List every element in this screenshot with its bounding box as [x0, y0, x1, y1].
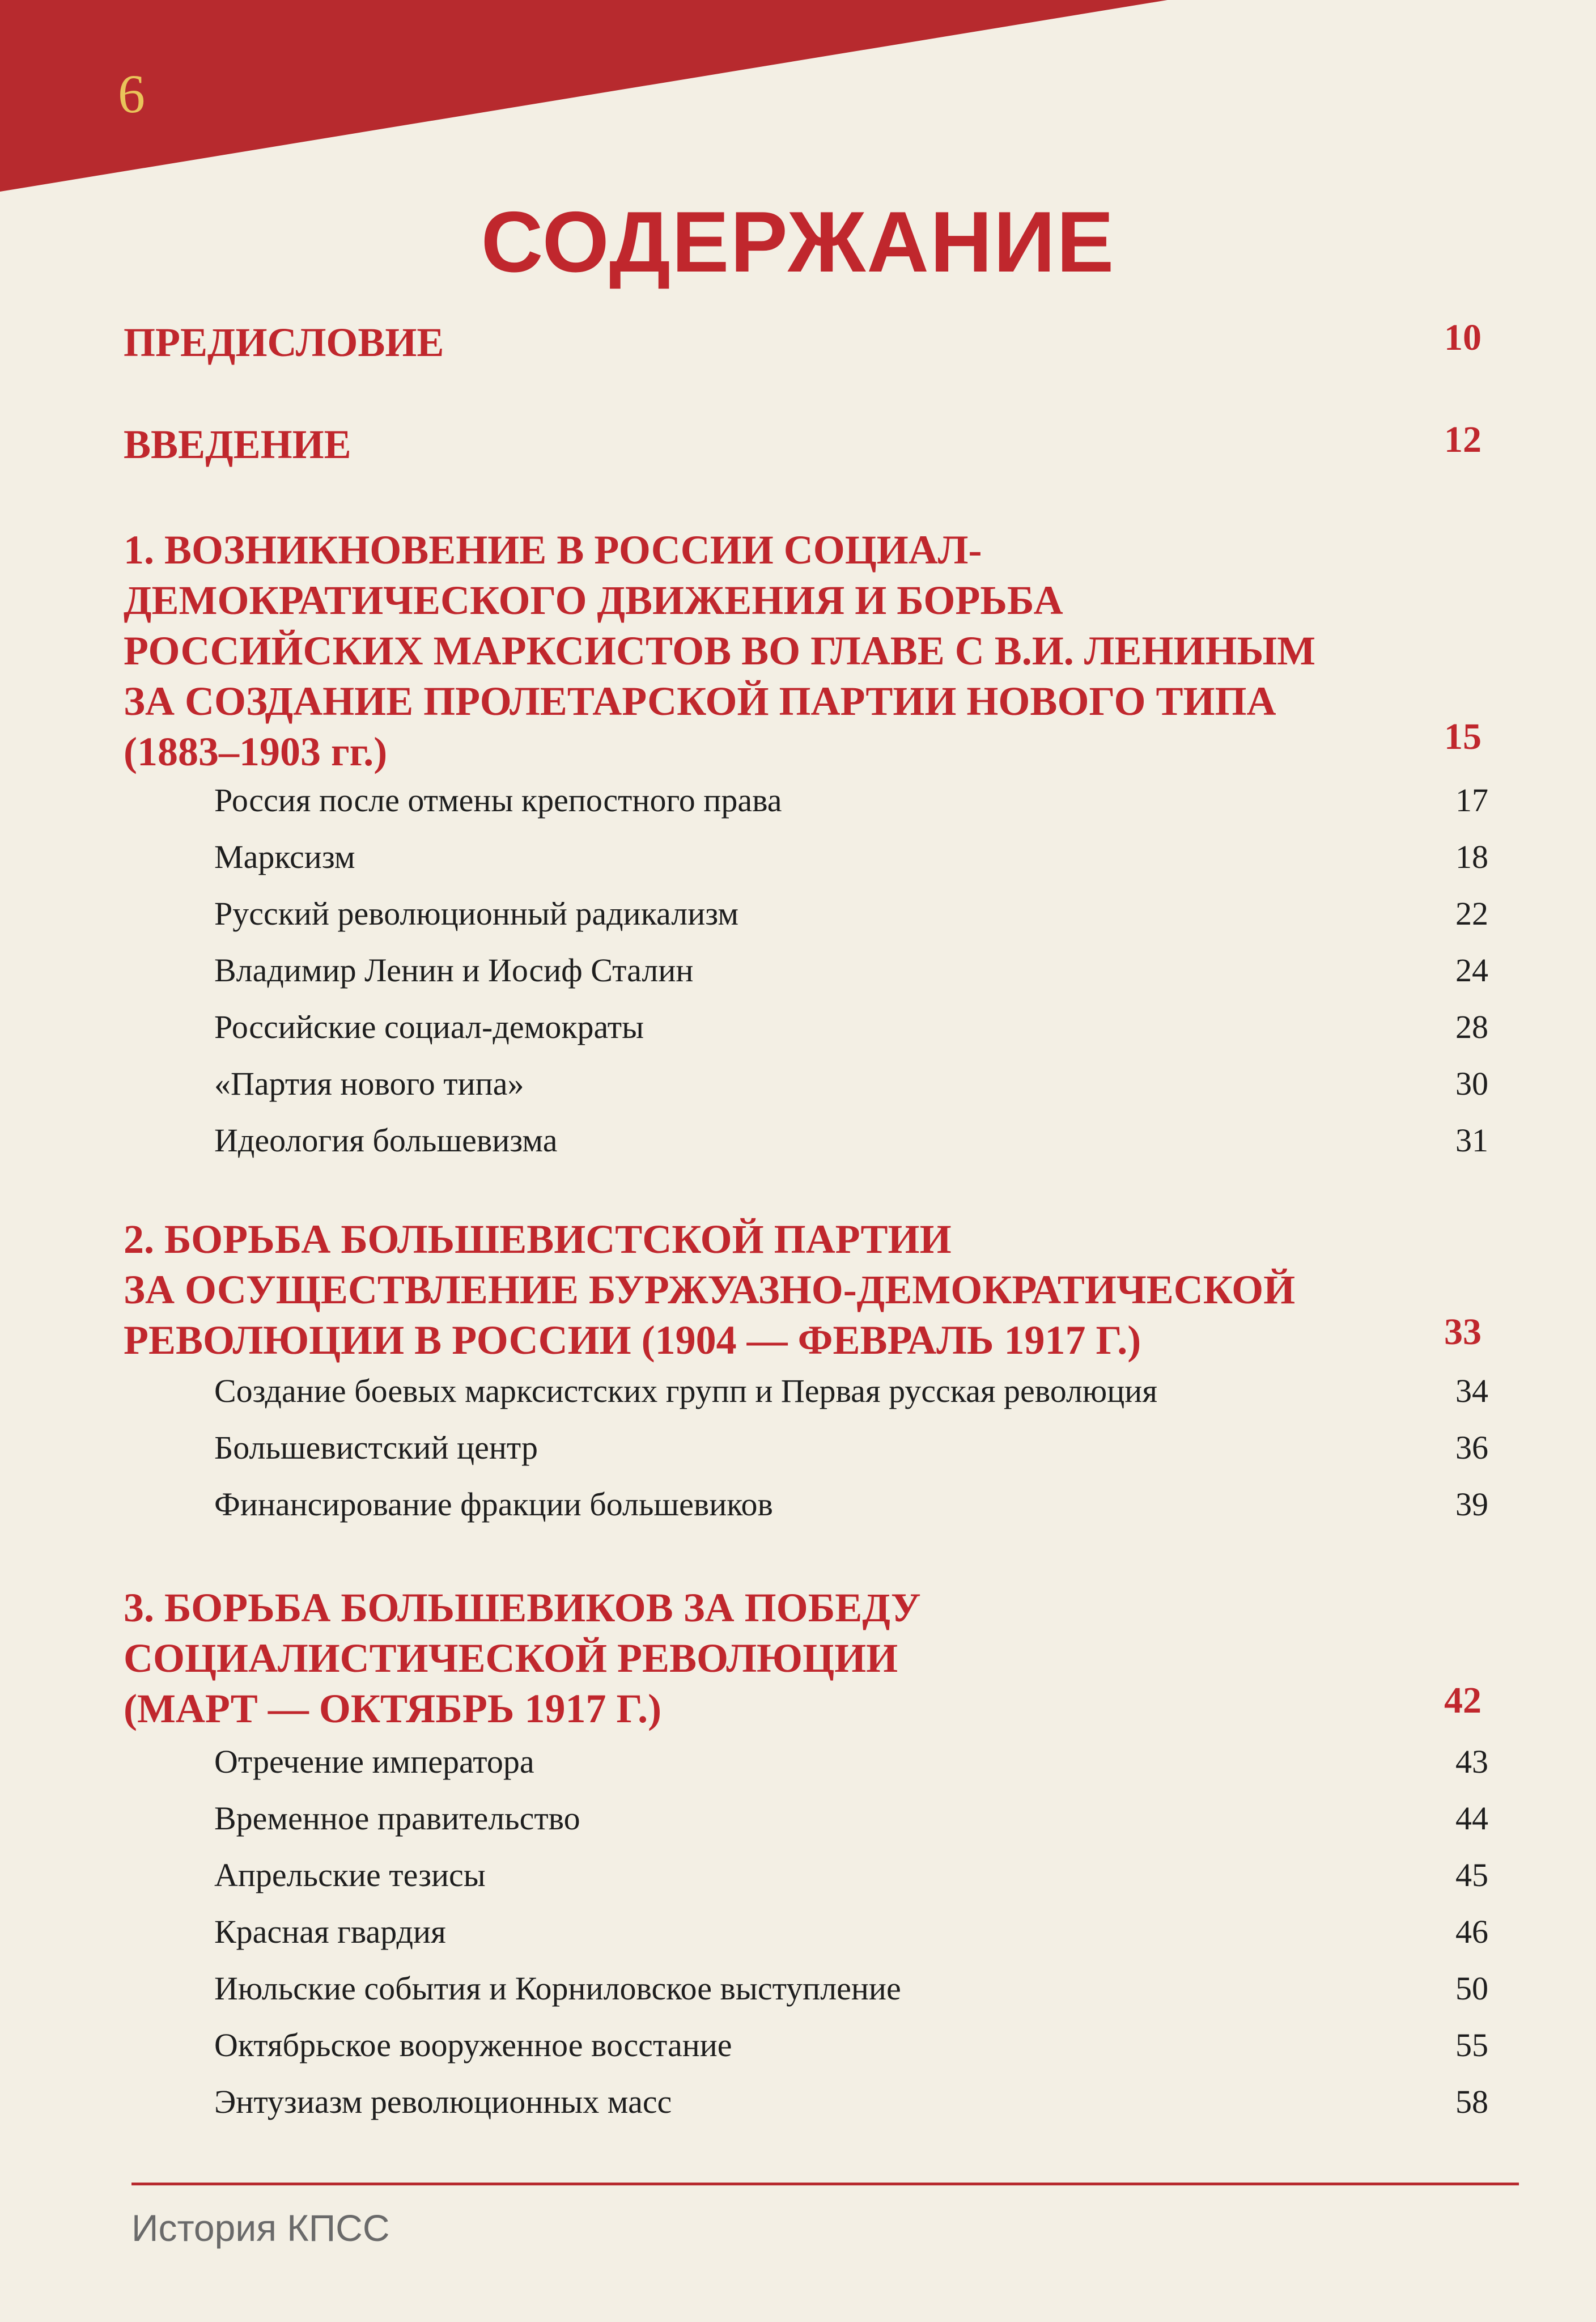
subsection-title: Русский революционный радикализм	[214, 895, 739, 932]
subsection-title: Идеология большевизма	[214, 1122, 558, 1159]
subsection-page: 46	[1455, 1913, 1488, 1950]
subsection-page: 55	[1455, 2027, 1488, 2063]
contents-heading: СОДЕРЖАНИЕ	[481, 194, 1115, 290]
subsection-title: Финансирование фракции большевиков	[214, 1486, 773, 1523]
footer-divider	[131, 2183, 1519, 2185]
section-title-line: РЕВОЛЮЦИИ В РОССИИ (1904 — ФЕВРАЛЬ 1917 Г.)	[124, 1317, 1141, 1363]
toc-subsection	[214, 1372, 1488, 1417]
subsection-page: 39	[1455, 1486, 1488, 1523]
subsection-page: 36	[1455, 1429, 1488, 1466]
subsection-page: 58	[1455, 2083, 1488, 2120]
subsection-page: 24	[1455, 952, 1488, 989]
subsection-title: Российские социал-демократы	[214, 1009, 644, 1045]
subsection-title: «Партия нового типа»	[214, 1065, 524, 1102]
section-page: 15	[1444, 716, 1482, 757]
subsection-title: Красная гвардия	[214, 1913, 446, 1950]
subsection-page: 50	[1455, 1970, 1488, 2007]
toc-subsection	[214, 1121, 1488, 1167]
section-page: 42	[1444, 1680, 1482, 1721]
section-title-line: (МАРТ — ОКТЯБРЬ 1917 Г.)	[124, 1686, 662, 1731]
section-title	[124, 317, 1393, 368]
section-title-line: 2. БОРЬБА БОЛЬШЕВИСТСКОЙ ПАРТИИ	[124, 1217, 952, 1262]
section-title	[124, 525, 1393, 777]
section-title	[124, 420, 1393, 470]
section-page: 33	[1444, 1311, 1482, 1353]
section-title	[124, 1583, 1393, 1734]
page-number: 6	[118, 63, 145, 124]
toc-subsection	[214, 2083, 1488, 2128]
section-title-line: ЗА СОЗДАНИЕ ПРОЛЕТАРСКОЙ ПАРТИИ НОВОГО ТИПА	[124, 679, 1276, 724]
section-title-line: ДЕМОКРАТИЧЕСКОГО ДВИЖЕНИЯ И БОРЬБА	[124, 578, 1063, 623]
subsection-title: Октябрьское вооруженное восстание	[214, 2027, 732, 2063]
toc-subsection	[214, 951, 1488, 997]
section-page: 12	[1444, 419, 1482, 460]
subsection-page: 30	[1455, 1065, 1488, 1102]
subsection-title: Создание боевых марксистских групп и Первая русская революция	[214, 1372, 1158, 1409]
subsection-page: 43	[1455, 1743, 1488, 1780]
toc-subsection	[214, 1856, 1488, 1901]
section-title-line: ЗА ОСУЩЕСТВЛЕНИЕ БУРЖУАЗНО-ДЕМОКРАТИЧЕСКОЙ	[124, 1267, 1296, 1312]
subsection-page: 28	[1455, 1009, 1488, 1045]
subsection-page: 31	[1455, 1122, 1488, 1159]
toc-subsection	[214, 895, 1488, 940]
section-title-line: РОССИЙСКИХ МАРКСИСТОВ ВО ГЛАВЕ С В.И. ЛЕНИНЫМ	[124, 628, 1316, 673]
subsection-page: 45	[1455, 1857, 1488, 1893]
toc-subsection	[214, 1429, 1488, 1474]
toc-subsection	[214, 1743, 1488, 1788]
subsection-page: 22	[1455, 895, 1488, 932]
subsection-title: Временное правительство	[214, 1800, 580, 1837]
subsection-page: 18	[1455, 838, 1488, 875]
toc-subsection	[214, 2026, 1488, 2071]
subsection-title: Июльские события и Корниловское выступление	[214, 1970, 901, 2007]
toc-subsection	[214, 1485, 1488, 1531]
subsection-title: Большевистский центр	[214, 1429, 538, 1466]
subsection-title: Апрельские тезисы	[214, 1857, 486, 1893]
subsection-title: Энтузиазм революционных масс	[214, 2083, 672, 2120]
section-title-line: 1. ВОЗНИКНОВЕНИЕ В РОССИИ СОЦИАЛ-	[124, 527, 982, 573]
section-title	[124, 1214, 1393, 1366]
subsection-title: Владимир Ленин и Иосиф Сталин	[214, 952, 694, 989]
toc-subsection	[214, 838, 1488, 883]
section-page: 10	[1444, 317, 1482, 358]
toc-subsection	[214, 1913, 1488, 1958]
subsection-title: Марксизм	[214, 838, 355, 875]
running-footer: История КПСС	[131, 2207, 390, 2249]
section-title-line: (1883–1903 гг.)	[124, 729, 388, 774]
section-title-line: 3. БОРЬБА БОЛЬШЕВИКОВ ЗА ПОБЕДУ	[124, 1585, 921, 1630]
section-title-line: ВВЕДЕНИЕ	[124, 422, 351, 467]
toc-subsection	[214, 1065, 1488, 1110]
subsection-page: 17	[1455, 782, 1488, 819]
subsection-title: Отречение императора	[214, 1743, 534, 1780]
subsection-page: 34	[1455, 1372, 1488, 1409]
toc-subsection	[214, 1008, 1488, 1053]
subsection-title: Россия после отмены крепостного права	[214, 782, 782, 819]
toc-subsection	[214, 1969, 1488, 2015]
toc-subsection	[214, 781, 1488, 827]
section-title-line: СОЦИАЛИСТИЧЕСКОЙ РЕВОЛЮЦИИ	[124, 1635, 898, 1681]
section-title-line: ПРЕДИСЛОВИЕ	[124, 320, 444, 365]
red-corner-banner	[0, 0, 1596, 193]
toc-subsection	[214, 1799, 1488, 1845]
subsection-page: 44	[1455, 1800, 1488, 1837]
